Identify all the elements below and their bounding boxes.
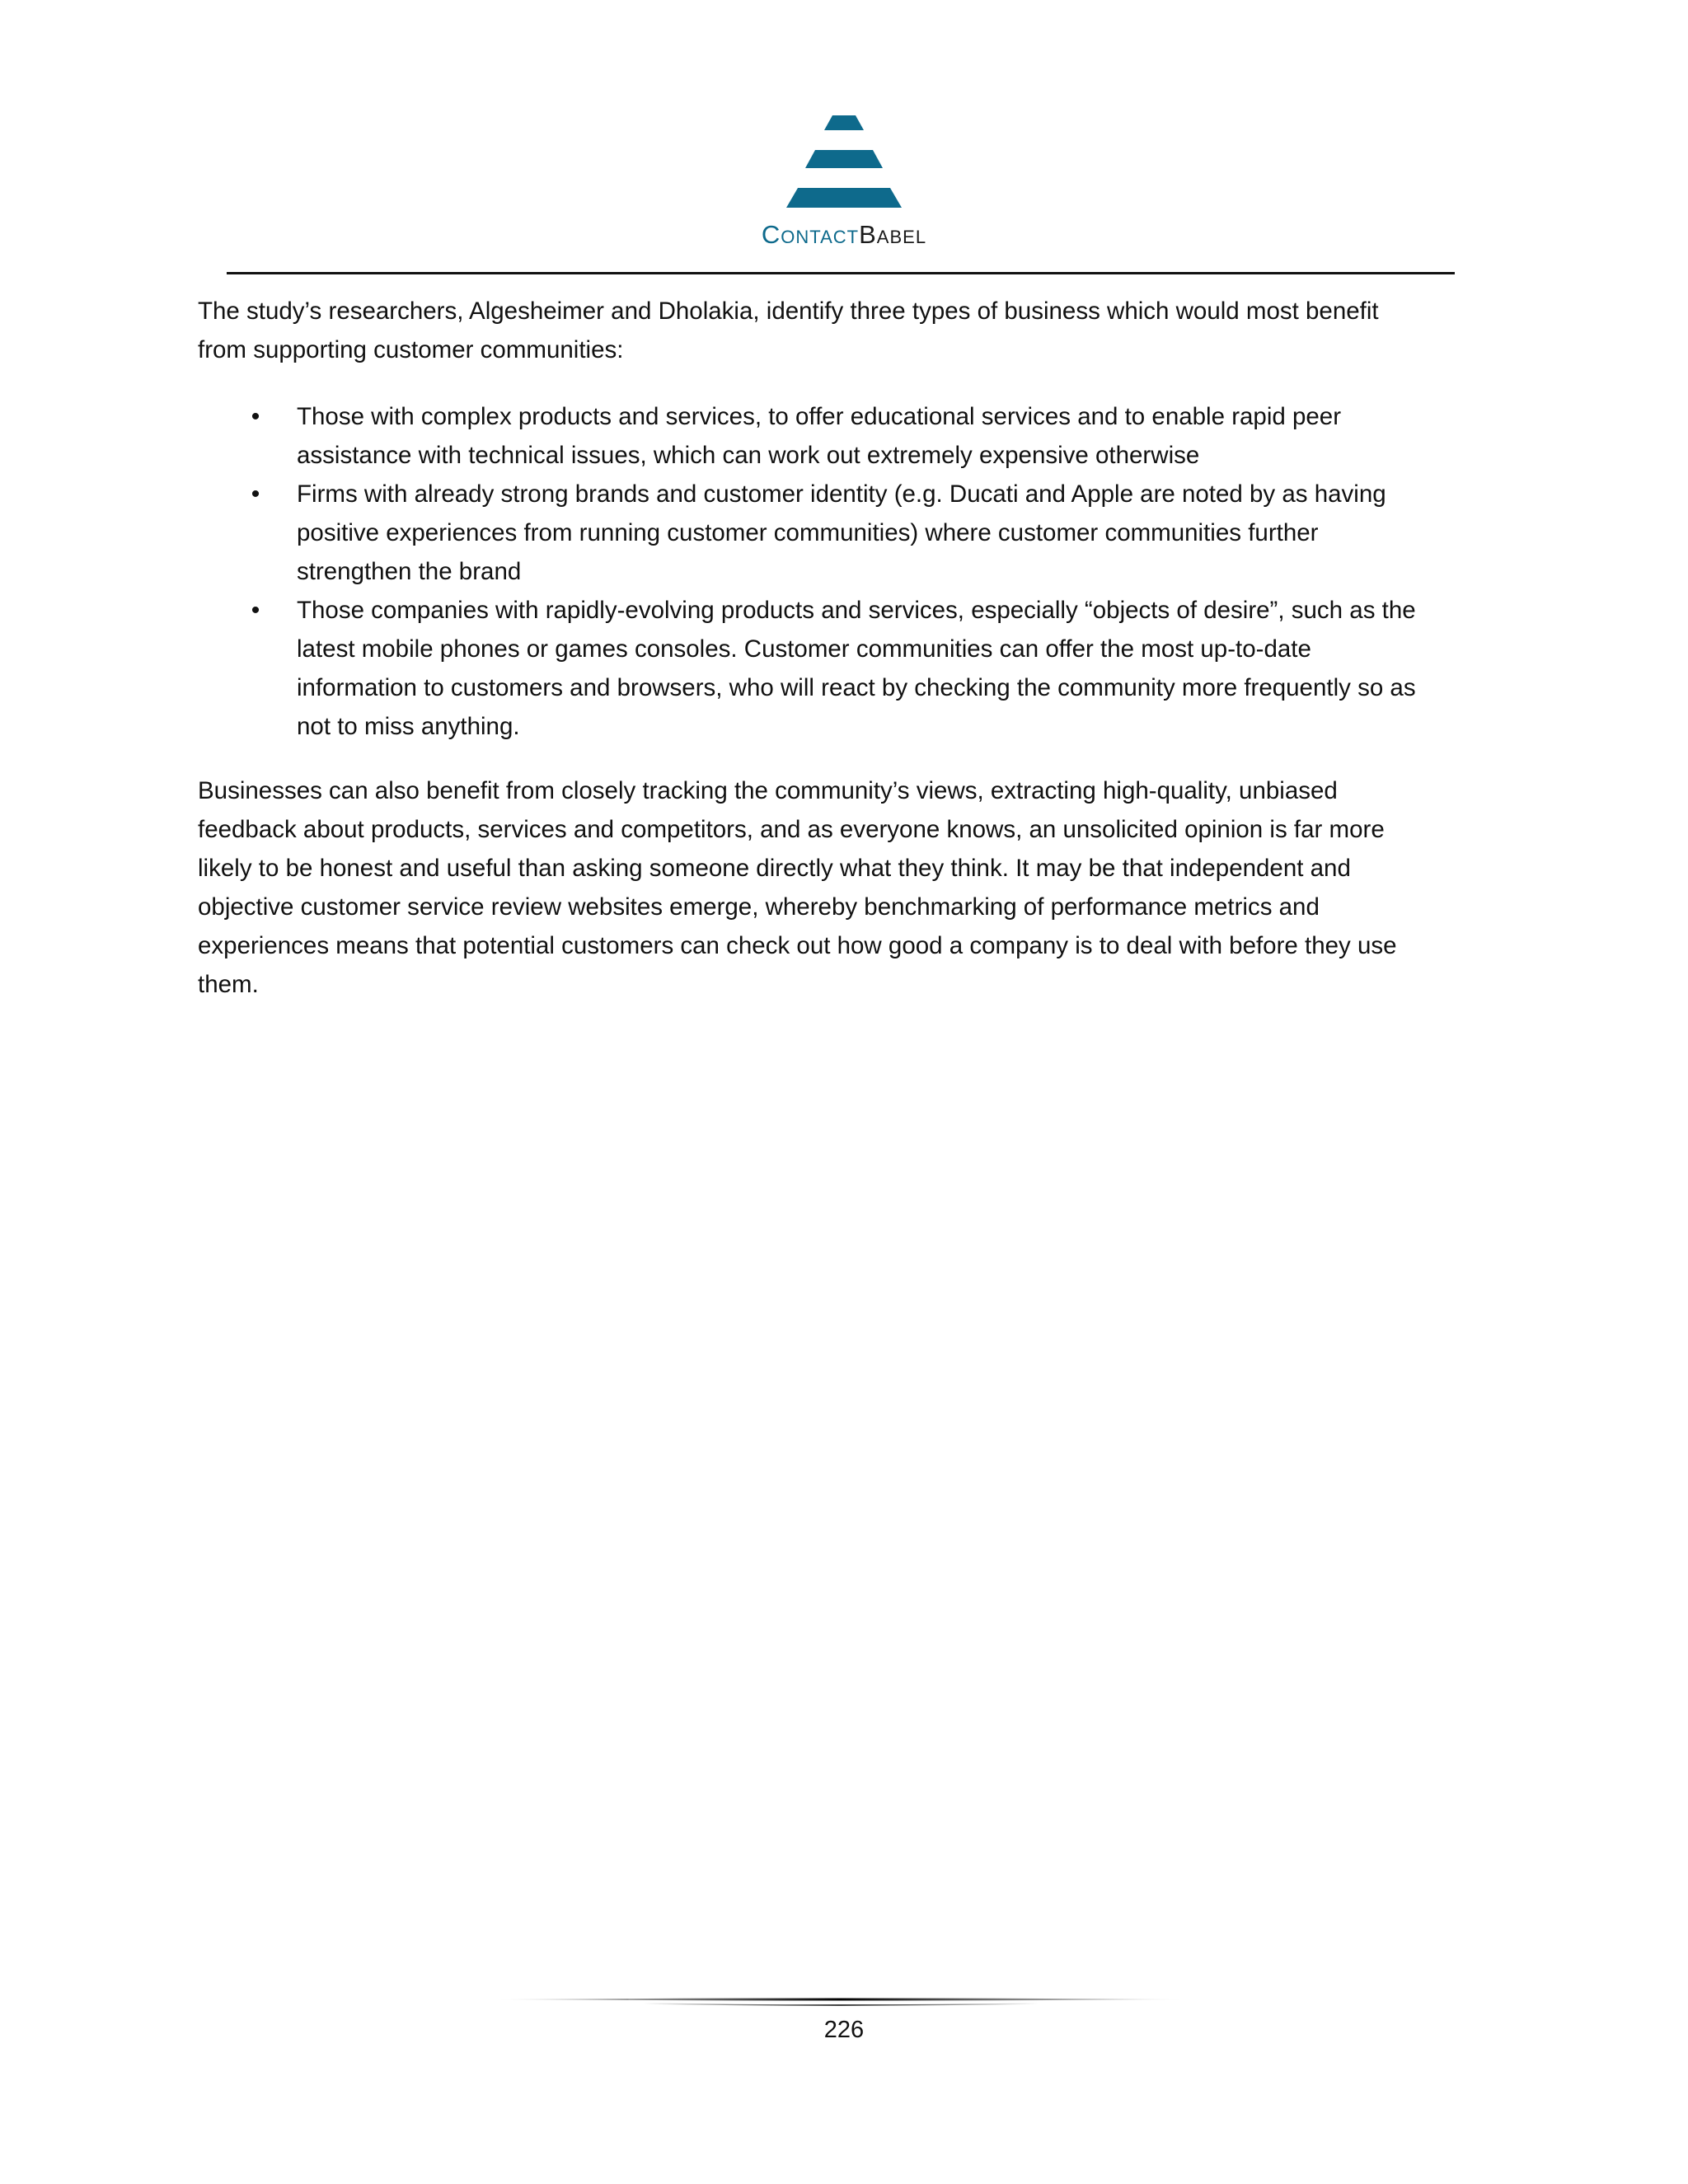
list-item-line: Those companies with rapidly-evolving products and services, especially “objects of desire”, such as the xyxy=(297,597,1416,624)
closing-line: Businesses can also benefit from closely tracking the community’s views, extracting high-quality, unbiased xyxy=(198,777,1338,804)
bullet-icon: • xyxy=(251,403,260,430)
list-item-line: information to customers and browsers, who will react by checking the community more frequently so as xyxy=(297,674,1416,701)
header-divider xyxy=(227,272,1455,274)
page-number: 226 xyxy=(823,2017,865,2043)
intro-line: from supporting customer communities: xyxy=(198,336,624,363)
closing-line: experiences means that potential customers can check out how good a company is to deal with before they use xyxy=(198,932,1397,959)
benefit-list xyxy=(198,397,1484,746)
list-item-line: assistance with technical issues, which can work out extremely expensive otherwise xyxy=(297,442,1200,469)
list-item-line: Firms with already strong brands and customer identity (e.g. Ducati and Apple are noted by as having xyxy=(297,480,1386,508)
list-item-line: positive experiences from running customer communities) where customer communities further xyxy=(297,519,1319,546)
list-item-line: Those with complex products and services, to offer educational services and to enable rapid peer xyxy=(297,403,1342,430)
closing-line: likely to be honest and useful than asking someone directly what they think. It may be that independent and xyxy=(198,855,1351,882)
document-body xyxy=(198,292,1484,1004)
list-item-line: latest mobile phones or games consoles. Customer communities can offer the most up-to-date xyxy=(297,635,1311,663)
intro-paragraph xyxy=(198,292,1484,369)
list-item-line: strengthen the brand xyxy=(297,558,522,585)
list-item xyxy=(198,591,1484,746)
contactbabel-logo xyxy=(0,115,1688,255)
pyramid-logo-icon xyxy=(762,115,926,218)
list-item xyxy=(198,475,1484,591)
closing-line: them. xyxy=(198,971,259,998)
logo-wordmark xyxy=(0,221,1688,250)
closing-line: objective customer service review websites emerge, whereby benchmarking of performance metrics and xyxy=(198,893,1320,921)
footer-divider xyxy=(495,1998,1187,2009)
bullet-icon: • xyxy=(251,480,260,508)
closing-paragraph xyxy=(198,771,1484,1004)
list-item xyxy=(198,397,1484,475)
bullet-icon: • xyxy=(251,597,260,624)
intro-line: The study’s researchers, Algesheimer and Dholakia, identify three types of business which would most benefit xyxy=(198,298,1379,325)
logo-wordmark-part2: Babel xyxy=(859,220,927,249)
closing-line: feedback about products, services and competitors, and as everyone knows, an unsolicited opinion is far more xyxy=(198,816,1385,843)
list-item-line: not to miss anything. xyxy=(297,713,520,740)
logo-wordmark-part1: Contact xyxy=(761,220,860,249)
